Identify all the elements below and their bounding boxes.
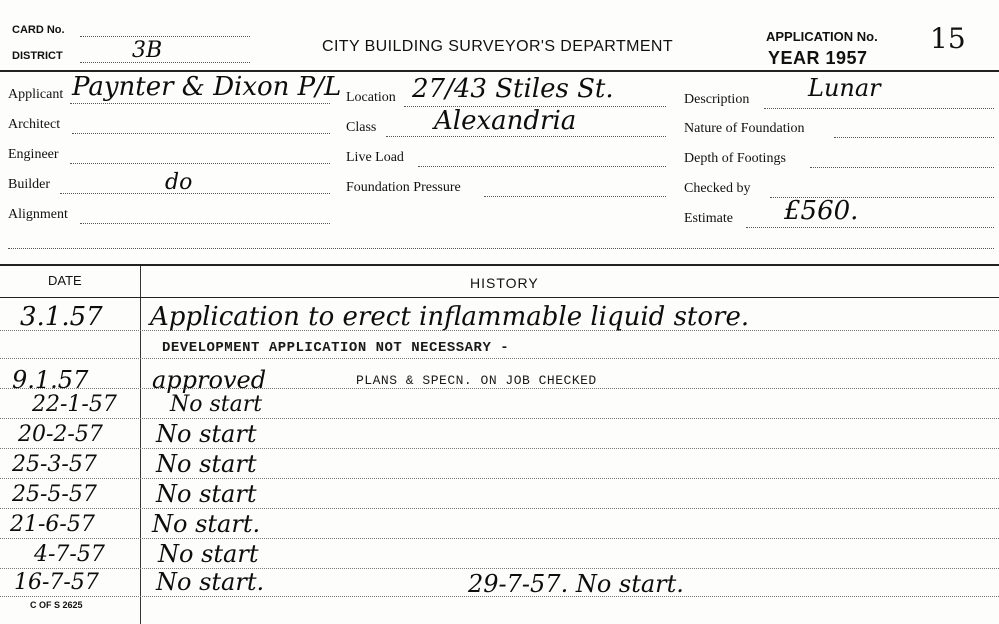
history-top-rule (0, 264, 999, 266)
plans-stamp: PLANS & SPECN. ON JOB CHECKED (356, 373, 597, 388)
builder-value: do (165, 170, 193, 195)
history-date: 25-5-57 (12, 482, 97, 507)
estimate-value: £560. (784, 196, 859, 226)
form-code: C OF S 2625 (30, 600, 83, 610)
row-rule (0, 388, 999, 389)
history-text: No start (158, 540, 259, 568)
extra-line (8, 248, 994, 249)
builder-label: Builder (8, 177, 50, 192)
description-value: Lunar (808, 74, 881, 102)
year-label: YEAR 1957 (768, 48, 868, 68)
row-rule (0, 418, 999, 419)
row-rule (0, 508, 999, 509)
class-line (386, 136, 666, 137)
history-text: No start. (156, 568, 265, 596)
district-line (80, 62, 250, 63)
history-date: 25-3-57 (12, 452, 97, 477)
development-stamp: DEVELOPMENT APPLICATION NOT NECESSARY - (162, 340, 510, 356)
card-no-label: CARD No. (12, 24, 65, 36)
class-label: Class (346, 120, 377, 135)
history-text: No start (156, 420, 257, 448)
history-date: 20-2-57 (18, 422, 103, 447)
nature-line (834, 137, 994, 138)
depth-of-footings-label: Depth of Footings (684, 151, 786, 166)
row-rule (0, 568, 999, 569)
history-date: 4-7-57 (34, 542, 105, 567)
estimate-line (746, 227, 994, 228)
history-date: 16-7-57 (14, 570, 99, 595)
applicant-label: Applicant (8, 87, 64, 102)
application-label: APPLICATION No. (766, 29, 878, 44)
district-label: DISTRICT (12, 50, 63, 62)
class-value: Alexandria (434, 106, 577, 136)
applicant-value: Paynter & Dixon P/L (72, 72, 342, 102)
architect-line (72, 133, 330, 134)
checked-by-label: Checked by (684, 181, 751, 196)
history-extra: 29-7-57. No start. (468, 570, 684, 598)
history-text: No start (156, 480, 257, 508)
alignment-line (80, 223, 330, 224)
district-value: 3B (132, 38, 163, 63)
history-date: 22-1-57 (32, 392, 117, 417)
description-line (764, 108, 994, 109)
history-header-rule (0, 297, 999, 298)
row-rule (0, 538, 999, 539)
history-text: approved (152, 366, 267, 394)
location-label: Location (346, 90, 396, 105)
row-rule (0, 448, 999, 449)
live-load-label: Live Load (346, 150, 404, 165)
history-date: 21-6-57 (10, 512, 95, 537)
date-column-divider (140, 266, 141, 624)
card-no-line (80, 36, 250, 37)
nature-of-foundation-label: Nature of Foundation (684, 121, 805, 136)
history-text: No start. (152, 510, 261, 538)
row-rule (0, 478, 999, 479)
applicant-line (70, 103, 330, 104)
row-rule (0, 358, 999, 359)
foundation-pressure-line (484, 196, 666, 197)
history-date: 9.1.57 (12, 366, 89, 394)
history-text: No start (170, 392, 263, 417)
history-text: No start (156, 450, 257, 478)
engineer-label: Engineer (8, 147, 59, 162)
description-label: Description (684, 92, 750, 107)
history-date: 3.1.57 (20, 302, 103, 332)
architect-label: Architect (8, 117, 61, 132)
location-value: 27/43 Stiles St. (412, 74, 614, 104)
history-header: HISTORY (470, 275, 539, 291)
application-number: 15 (930, 22, 966, 55)
engineer-line (70, 163, 330, 164)
alignment-label: Alignment (8, 207, 68, 222)
builder-line (60, 193, 330, 194)
history-text: Application to erect inflammable liquid store. (150, 302, 750, 332)
department-title: CITY BUILDING SURVEYOR'S DEPARTMENT (322, 38, 674, 55)
depth-line (810, 167, 994, 168)
live-load-line (418, 166, 666, 167)
date-header: DATE (48, 273, 82, 288)
estimate-label: Estimate (684, 211, 733, 226)
foundation-pressure-label: Foundation Pressure (346, 180, 461, 195)
